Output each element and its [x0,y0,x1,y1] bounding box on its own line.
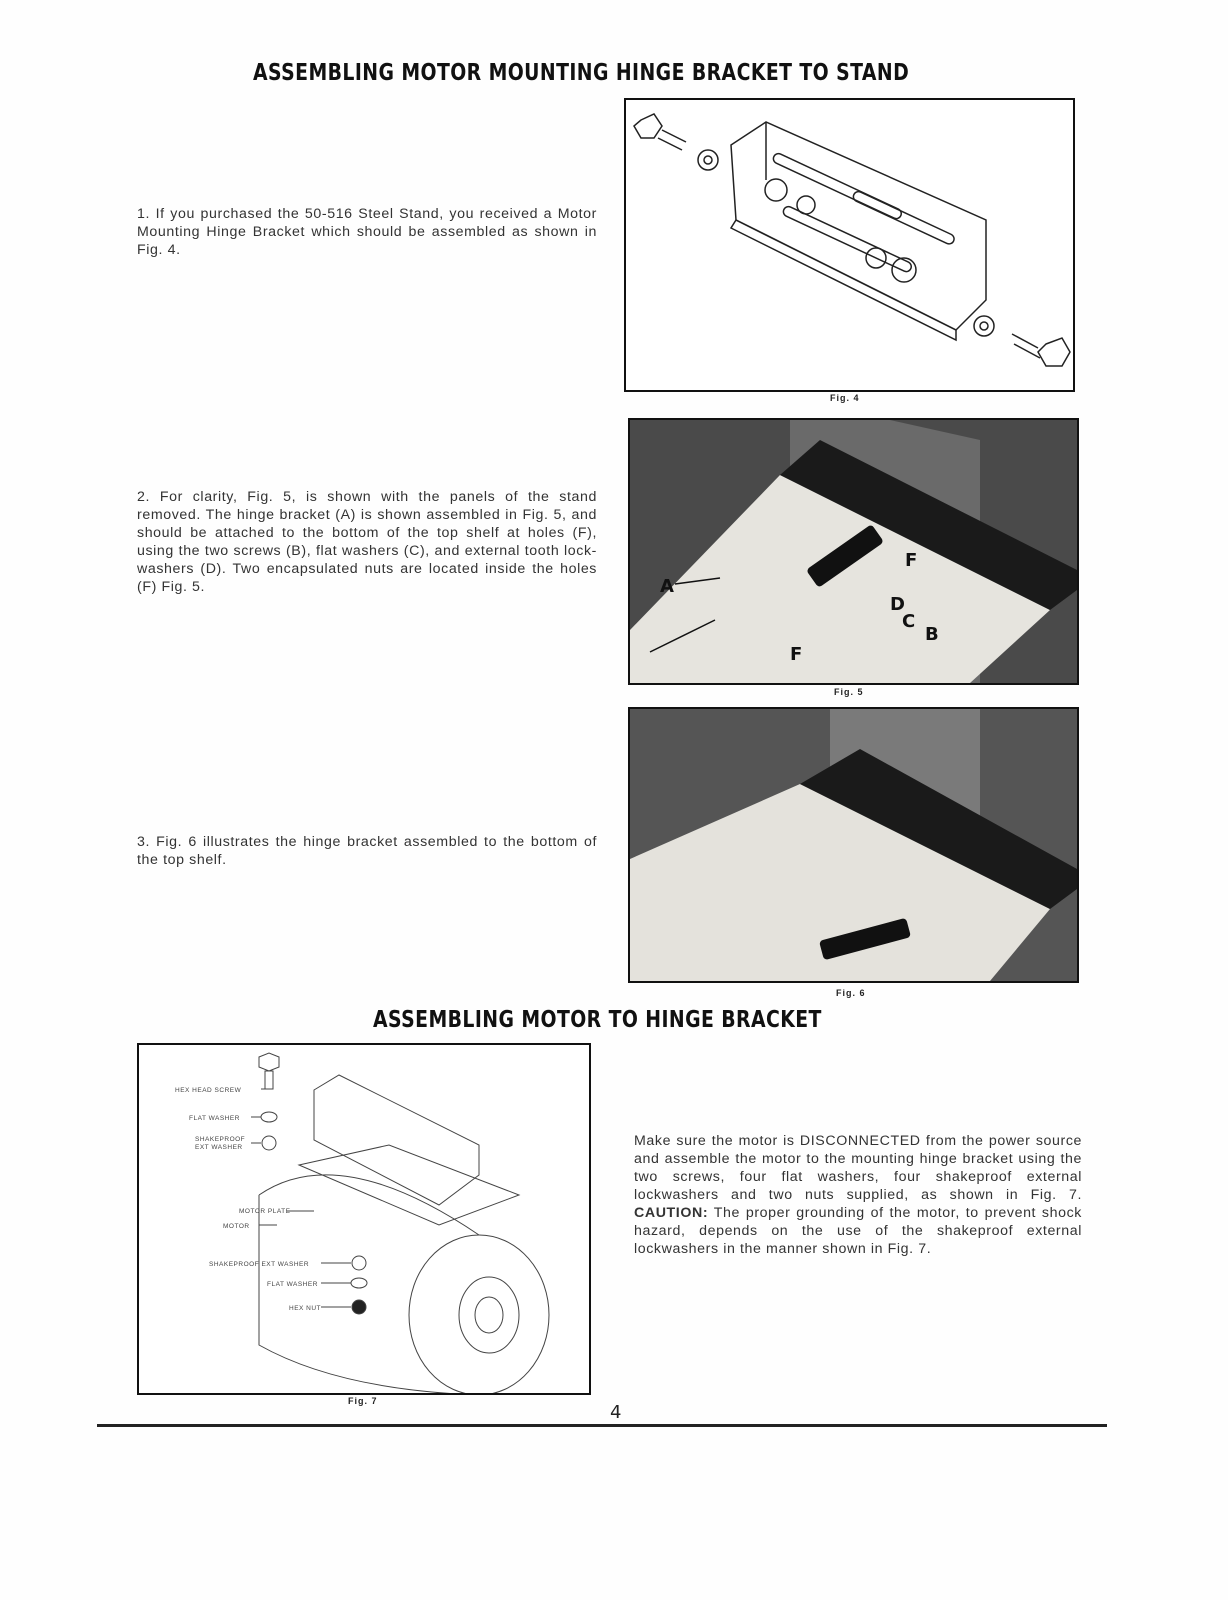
fig5-caption: Fig. 5 [834,687,864,697]
page-number: 4 [610,1402,622,1423]
step-1-text: 1. If you purchased the 50-516 Steel Stand, you received a Motor Mounting Hinge Bracket which should be assembled as shown in Fig. 4. [137,206,597,258]
fig5-label-f-lower: F [790,644,803,665]
fig7-label-flat-washer-2: FLAT WASHER [267,1281,318,1288]
fig6-photo [628,707,1079,983]
fig5-label-d: D [890,594,905,615]
fig7-label-flat-washer: FLAT WASHER [189,1115,240,1122]
bracket-exploded-drawing [626,100,1073,390]
fig7-label-motor-plate: MOTOR PLATE [239,1208,291,1215]
fig7-label-hex-nut: HEX NUT [289,1305,322,1312]
fig5-photo [628,418,1079,685]
fig4-caption: Fig. 4 [830,393,860,403]
fig7-label-shakeproof: SHAKEPROOF [195,1136,246,1143]
motor-assembly-text [634,1132,1082,1258]
fig7-label-shakeproof-ext-washer: SHAKEPROOF EXT WASHER [209,1261,310,1268]
step-2-text: 2. For clarity, Fig. 5, is shown with the panels of the stand removed. The hinge bracket (A) is shown assembled in Fig. 5, and should be attached to the bottom of the top shelf at holes (F), using the two screws (B), flat washers (C), and external tooth lock-washers (D). Two encapsulated nuts are located inside the holes (F) Fig. 5. [137,489,597,595]
fig7-motor-assembly-drawing [137,1043,591,1395]
fig7-label-motor: MOTOR [223,1223,250,1230]
step-3-text: 3. Fig. 6 illustrates the hinge bracket assembled to the bottom of the top shelf. [137,834,597,868]
motor-assembly-exploded-drawing [139,1045,589,1393]
fig5-label-c: C [902,611,916,632]
heading-hinge-bracket-to-stand: ASSEMBLING MOTOR MOUNTING HINGE BRACKET TO STAND [253,60,910,86]
fig5-label-f-upper: F [905,550,918,571]
caution-label: CAUTION: [634,1205,709,1221]
fig4-bracket-drawing [624,98,1075,392]
assembled-bracket-photo [630,709,1077,981]
fig7-caption: Fig. 7 [348,1396,378,1406]
fig5-label-b: B [925,624,939,645]
motor-instructions: Make sure the motor is DISCONNECTED from the power source and assemble the motor to the mounting hinge bracket using the two screws, four flat washers, four shakeproof external lockwashers and two nuts supplied, as shown in Fig. 7. [634,1133,1082,1203]
caution-text: The proper grounding of the motor, to prevent shock hazard, depends on the use of the shakeproof external lockwashers in the manner shown in Fig. 7. [634,1205,1082,1257]
fig7-label-ext-washer: EXT WASHER [195,1144,243,1151]
fig7-label-hex-head-screw: HEX HEAD SCREW [175,1087,242,1094]
heading-motor-to-hinge-bracket: ASSEMBLING MOTOR TO HINGE BRACKET [373,1007,822,1033]
fig5-label-a: A [660,576,674,597]
fig6-caption: Fig. 6 [836,988,866,998]
footer-rule [97,1424,1107,1427]
stand-shelf-photo [630,420,1077,683]
